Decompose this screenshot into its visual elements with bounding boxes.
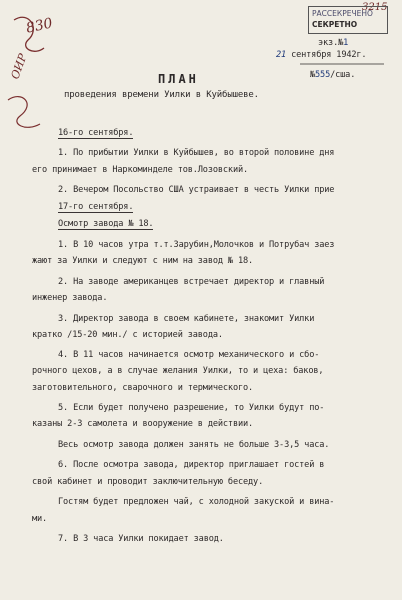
body-line: 17-го сентября. xyxy=(58,202,134,212)
copy-value: 1 xyxy=(343,38,349,48)
body-line: 2. Вечером Посольство США устраивает в честь Уилки прие xyxy=(58,185,335,195)
handwritten-note: ОИР xyxy=(8,52,30,81)
date-rest: сентября 1942г. xyxy=(286,50,367,60)
body-line: заготовительного, сварочного и термического. xyxy=(32,383,254,393)
body-line: 7. В 3 часа Уилки покидает завод. xyxy=(58,534,224,544)
body-line: 1. По прибытии Уилки в Куйбышев, во второй половине дня xyxy=(58,148,335,158)
body-line: кратко /15-20 мин./ с историей завода. xyxy=(32,330,223,340)
copy-number xyxy=(318,38,348,48)
body-line: казаны 2-3 самолета и вооружение в действии. xyxy=(32,419,254,429)
body-line: 1. В 10 часов утра т.т.Зарубин,Молочков и Потрубач заез xyxy=(58,240,335,250)
handwritten-number: 830 xyxy=(24,15,55,37)
document-date xyxy=(276,50,366,60)
body-line: жают за Уилки и следуют с ним на завод № 18. xyxy=(32,256,254,266)
body-line: 4. В 11 часов начинается осмотр механического и сбо- xyxy=(58,350,320,360)
body-line: 6. После осмотра завода, директор приглашает гостей в xyxy=(58,460,325,470)
date-day: 21 xyxy=(276,50,287,60)
body-line: 3. Директор завода в своем кабинете, знакомит Уилки xyxy=(58,314,315,324)
number-sign: № xyxy=(310,70,316,80)
stamp-declassified: РАССЕКРЕЧЕНО xyxy=(312,9,373,18)
document-number xyxy=(310,70,355,80)
secrecy-stamp xyxy=(308,6,388,34)
body-line: 2. На заводе американцев встречает директор и главный xyxy=(58,277,325,287)
number-suffix: /сша. xyxy=(330,70,356,80)
body-line: ми. xyxy=(32,514,48,524)
body-line: 5. Если будет получено разрешение, то Уилки будут по- xyxy=(58,403,325,413)
body-line: рочного цехов, а в случае желания Уилки, то и цеха: баков, xyxy=(32,366,324,376)
document-title: ПЛАН xyxy=(158,72,199,86)
document-subtitle: проведения времени Уилки в Куйбышеве. xyxy=(64,90,259,100)
body-line: Весь осмотр завода должен занять не больше 3-3,5 часа. xyxy=(58,440,330,450)
body-line: Осмотр завода № 18. xyxy=(58,219,154,229)
body-line: 16-го сентября. xyxy=(58,128,134,138)
body-line: его принимает в Наркоминделе тов.Лозовский. xyxy=(32,165,249,175)
stamp-secret: СЕКРЕТНО xyxy=(312,20,358,29)
archive-number: 3215 xyxy=(362,2,388,13)
body-line: инженер завода. xyxy=(32,293,108,303)
body-line: Гостям будет предложен чай, с холодной закуской и вина- xyxy=(58,497,335,507)
number-value: 555 xyxy=(315,70,331,80)
body-line: свой кабинет и проводит заключительную беседу. xyxy=(32,477,264,487)
copy-label: экз.№ xyxy=(318,38,344,48)
